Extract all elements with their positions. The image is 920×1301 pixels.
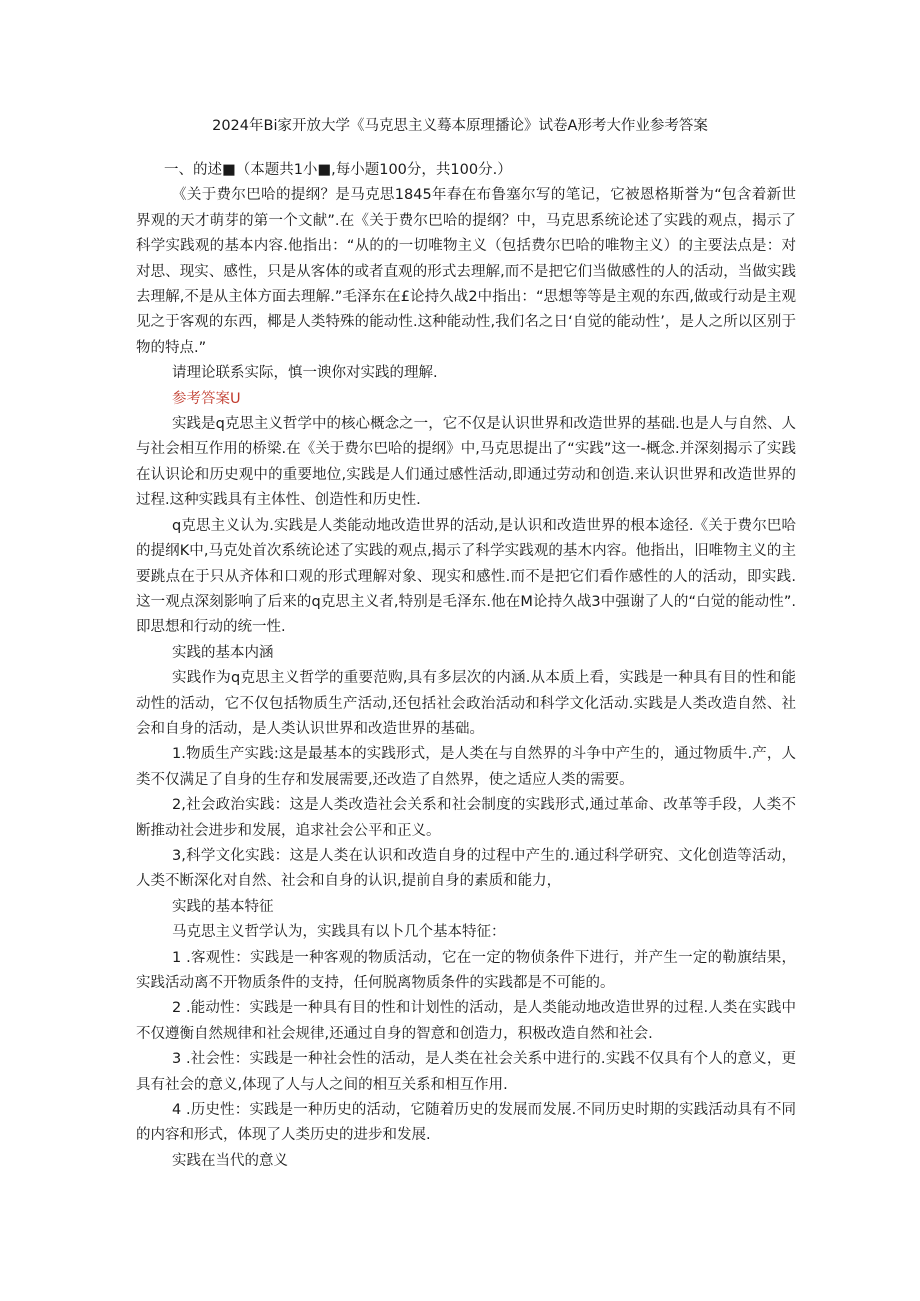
list-item: 3,科学文化实践：这是人类在认识和改造自身的过程中产生的.通过科学研究、文化创造等活动，人类不断深化对自然、社会和自身的认识,提前自身的素质和能力，	[136, 847, 796, 890]
question-passage: 《关于费尔巴哈的提纲？是马克思1845年春在布鲁塞尔写的笔记，它被恩格斯誉为“包含着新世界观的天才萌芽的第一个文献”.在《关于费尔巴哈的提纲？中，马克思系统论述了实践的观点，揭示了科学实践观的基本内容.他指出：“从的的一切唯物主义（包括费尔巴哈的唯物主义）的主要法点是：对对思、现实、感性，只是从客体的或者直观的形式去理解,而不是把它们当做感性的人的活动，当做实践去理解,不是从主体方面去理解.”毛泽东在£论持久战2中指出：“思想等等是主观的东西,做或行动是主观见之于客观的东西，椰是人类特殊的能动性.这种能动性,我们名之日‘自觉的能动性’，是人之所以区别于物的特点.”	[136, 187, 796, 356]
section-title-basic-meaning: 实践的基本内涵	[172, 644, 274, 661]
list-item: 3 .社会性：实践是一种社会性的活动，是人类在社会关系中进行的.实践不仅具有个人的意义，更具有社会的意义,体现了人与人之间的相互关系和相互作用.	[136, 1051, 796, 1093]
section-title-contemporary-significance: 实践在当代的意义	[172, 1152, 288, 1169]
document-title: 2024年Bi家开放大学《马克思主义蓦本原理播论》试卷A形考大作业参考答案	[212, 118, 708, 134]
list-item: 2 .能动性：实践是一种具有目的性和计划性的活动，是人类能动地改造世界的过程.人类在实践中不仅遵衡自然规律和社会规律,还通过自身的智意和创造力，积极改造自然和社会.	[136, 1000, 796, 1042]
list-item: 2,社会政治实践：这是人类改造社会关系和社会制度的实践形式,通过革命、改革等手段，人类不断推动社会进步和发展，追求社会公平和正义。	[136, 797, 796, 839]
list-item: 1.物质生产实践:这是最基本的实践形式，是人类在与自然界的斗争中产生的，通过物质牛.产，人类不仅满足了自身的生存和发展需要,还改造了自然界，使之适应人类的需要。	[136, 746, 796, 788]
answer-paragraph-2: q克思主义认为.实践是人类能动地改造世界的活动,是认识和改造世界的根本途径.《关于费尔巴哈的提纲K中,马克处首次系统论述了实践的观点,揭示了科学实践观的基木内容。他指出，旧唯物主义的主要跳点在于只从齐体和口观的形式理解对象、现实和感性.而不是把它们看作感性的人的活动，即实践.这一观点深刻影响了后来的q克思主义者,特别是毛泽东.他在M论持久战3中强谢了人的“白觉的能动性”.即思想和行动的统一性.	[136, 517, 796, 636]
answer-paragraph-1: 实践是q克思主义哲学中的核心概念之一，它不仅是认识世界和改造世界的基础.也是人与自然、人与社会相互作用的桥梁.在《关于费尔巴哈的提纲》中,马克思提出了“实践”这一-概念.并深刻揭示了实践在认识论和历史观中的重要地位,实践是人们通过感性活动,即通过劳动和创造.来认识世界和改造世界的过程.这种实践具有主体性、创造性和历史性.	[136, 416, 796, 509]
section-title-basic-features: 实践的基本特征	[172, 898, 274, 915]
question-prompt: 请理论联系实际，慎一谀你对实践的理解.	[172, 365, 438, 382]
answer-label: 参考答案U	[172, 390, 241, 407]
list-item: 4 .历史性：实践是一种历史的活动，它随着历史的发展而发展.不同历史时期的实践活动具有不同的内容和形式，体现了人类历史的进步和发展.	[136, 1102, 796, 1144]
question-heading: 一、的述■（本题共1小■,每小题100分，共100分.）	[164, 162, 512, 178]
section-intro-basic-features: 马克思主义哲学认为，实践具有以卜几个基本特征：	[172, 924, 506, 941]
document-body	[136, 158, 796, 1174]
section-intro-basic-meaning: 实践作为q克思主义哲学的重要范购,具有多层次的内涵.从本质上看，实践是一种具有目的性和能动性的活动，它不仅包括物质生产活动,还包括社会政治活动和科学文化活动.实践是人类改造自然、社会和自身的活动，是人类认识世界和改造世界的基础。	[136, 670, 796, 737]
list-item: 1 .客观性：实践是一种客观的物质活动，它在一定的物侦条件下进行，并产生一定的勒旗结果，实践活动离不开物质条件的支持，任何脱离物质条件的实践都是不可能的。	[136, 949, 796, 991]
